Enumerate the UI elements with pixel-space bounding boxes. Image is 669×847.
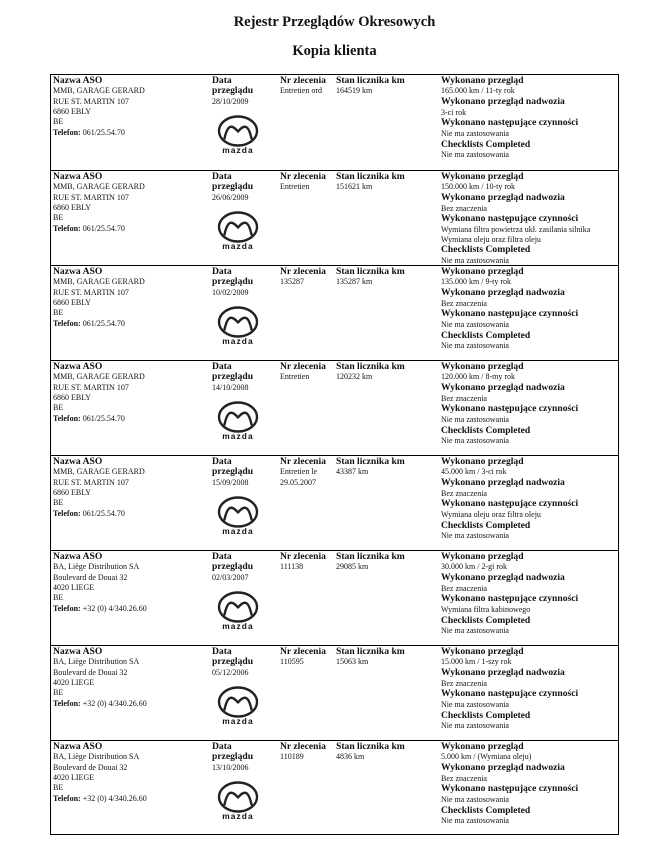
- order-number: [280, 76, 338, 97]
- order-number: [280, 647, 338, 668]
- order-number: [280, 457, 338, 488]
- dealer-info: [53, 742, 209, 804]
- body-inspection-heading: Wykonano przegląd nadwozia: [441, 96, 565, 108]
- inspection-value: 45.000 km / 3-ci rok: [441, 467, 507, 477]
- inspection-heading: Wykonano przegląd: [441, 75, 524, 86]
- odometer-heading: Stan licznika km: [336, 646, 405, 657]
- phone-label: Telefon:: [53, 699, 81, 709]
- service-date: [212, 362, 278, 393]
- date-heading-line1: Data: [212, 171, 232, 182]
- body-inspection-value: Bez znaczenia: [441, 298, 487, 308]
- actions-heading: Wykonano następujące czynności: [441, 688, 579, 700]
- dealer-line: 4020 LIEGE: [53, 677, 95, 687]
- phone-label: Telefon:: [53, 319, 81, 329]
- actions-heading: Wykonano następujące czynności: [441, 783, 579, 795]
- date-heading-line2: przeglądu: [212, 656, 254, 668]
- dealer-line: RUE ST. MARTIN 107: [53, 477, 129, 487]
- order-heading: Nr zlecenia: [280, 741, 326, 752]
- inspection-heading: Wykonano przegląd: [441, 266, 524, 277]
- order-value: 29.05.2007: [280, 477, 316, 487]
- dealer-line: MMB, GARAGE GERARD: [53, 86, 145, 96]
- work-performed: [441, 742, 619, 826]
- odometer-heading: Stan licznika km: [336, 551, 405, 562]
- odometer-heading: Stan licznika km: [336, 456, 405, 467]
- dealer-line: BE: [53, 403, 64, 413]
- body-inspection-heading: Wykonano przegląd nadwozia: [441, 287, 565, 299]
- odometer: [336, 172, 440, 193]
- order-value: Entretien: [280, 372, 310, 382]
- dealer-line: RUE ST. MARTIN 107: [53, 382, 129, 392]
- odometer: [336, 647, 440, 668]
- phone-number: 061/25.54.70: [82, 224, 125, 234]
- date-value: 05/12/2006: [212, 667, 249, 677]
- service-record: [51, 550, 618, 645]
- odometer-value: 15063 km: [336, 657, 369, 667]
- checklists-value: Nie ma zastosowania: [441, 816, 509, 826]
- dealer-line: BA, Liège Distribution SA: [53, 752, 140, 762]
- mazda-logo-icon: [216, 591, 260, 633]
- actions-heading: Wykonano następujące czynności: [441, 117, 579, 129]
- checklists-heading: Checklists Completed: [441, 329, 531, 341]
- work-performed: [441, 552, 619, 636]
- dealer-line: 6860 EBLY: [53, 297, 92, 307]
- order-heading: Nr zlecenia: [280, 456, 326, 467]
- phone-number: +32 (0) 4/340.26.60: [82, 794, 147, 804]
- odometer-heading: Stan licznika km: [336, 266, 405, 277]
- dealer-info: [53, 172, 209, 234]
- work-performed: [441, 647, 619, 731]
- work-performed: [441, 362, 619, 446]
- inspection-heading: Wykonano przegląd: [441, 741, 524, 752]
- odometer-value: 135287 km: [336, 277, 373, 287]
- order-heading: Nr zlecenia: [280, 171, 326, 182]
- dealer-line: BE: [53, 688, 64, 698]
- dealer-line: BA, Liège Distribution SA: [53, 657, 140, 667]
- body-inspection-value: Bez znaczenia: [441, 773, 487, 783]
- phone-label: Telefon:: [53, 224, 81, 234]
- order-number: [280, 267, 338, 288]
- action-item: Nie ma zastosowania: [441, 794, 509, 804]
- dealer-phone: [53, 224, 209, 234]
- brand-wordmark: mazda: [222, 145, 254, 155]
- order-heading: Nr zlecenia: [280, 266, 326, 277]
- brand-wordmark: mazda: [222, 241, 254, 251]
- odometer: [336, 362, 440, 383]
- brand-wordmark: mazda: [222, 811, 254, 821]
- date-heading-line2: przeglądu: [212, 276, 254, 288]
- dealer-line: Boulevard de Douai 32: [53, 572, 128, 582]
- order-heading: Nr zlecenia: [280, 551, 326, 562]
- work-performed: [441, 172, 619, 266]
- inspection-heading: Wykonano przegląd: [441, 551, 524, 562]
- checklists-heading: Checklists Completed: [441, 709, 531, 721]
- order-heading: Nr zlecenia: [280, 361, 326, 372]
- service-date: [212, 742, 278, 773]
- dealer-line: RUE ST. MARTIN 107: [53, 287, 129, 297]
- order-value: 110595: [280, 657, 304, 667]
- date-value: 26/06/2009: [212, 192, 249, 202]
- service-record: [51, 170, 618, 265]
- action-item: Nie ma zastosowania: [441, 319, 509, 329]
- date-heading-line1: Data: [212, 456, 232, 467]
- body-inspection-heading: Wykonano przegląd nadwozia: [441, 667, 565, 679]
- inspection-value: 165.000 km / 11-ty rok: [441, 86, 515, 96]
- dealer-line: 6860 EBLY: [53, 487, 92, 497]
- mazda-logo-icon: [216, 211, 260, 253]
- odometer-value: 29085 km: [336, 562, 369, 572]
- phone-number: +32 (0) 4/340.26.60: [82, 699, 147, 709]
- dealer-line: MMB, GARAGE GERARD: [53, 467, 145, 477]
- service-date: [212, 172, 278, 203]
- dealer-info: [53, 457, 209, 519]
- body-inspection-heading: Wykonano przegląd nadwozia: [441, 382, 565, 394]
- action-item: Nie ma zastosowania: [441, 414, 509, 424]
- dealer-phone: [53, 699, 209, 709]
- service-date: [212, 76, 278, 107]
- odometer: [336, 552, 440, 573]
- inspection-heading: Wykonano przegląd: [441, 646, 524, 657]
- odometer-value: 164519 km: [336, 86, 373, 96]
- dealer-line: RUE ST. MARTIN 107: [53, 192, 129, 202]
- dealer-line: MMB, GARAGE GERARD: [53, 182, 145, 192]
- dealer-phone: [53, 604, 209, 614]
- odometer-value: 151621 km: [336, 182, 373, 192]
- order-value: 110189: [280, 752, 304, 762]
- date-heading-line1: Data: [212, 361, 232, 372]
- odometer-heading: Stan licznika km: [336, 75, 405, 86]
- dealer-heading: Nazwa ASO: [53, 551, 103, 562]
- service-date: [212, 267, 278, 298]
- page-subtitle: Kopia klienta: [292, 43, 377, 59]
- dealer-info: [53, 647, 209, 709]
- date-heading-line2: przeglądu: [212, 181, 254, 193]
- dealer-heading: Nazwa ASO: [53, 75, 103, 86]
- dealer-heading: Nazwa ASO: [53, 646, 103, 657]
- odometer: [336, 457, 440, 478]
- odometer: [336, 742, 440, 763]
- order-value: 111138: [280, 562, 304, 572]
- order-heading: Nr zlecenia: [280, 646, 326, 657]
- inspection-value: 5.000 km / (Wymiana oleju): [441, 752, 532, 762]
- phone-number: 061/25.54.70: [82, 509, 125, 519]
- brand-wordmark: mazda: [222, 716, 254, 726]
- checklists-heading: Checklists Completed: [441, 519, 531, 531]
- date-heading-line2: przeglądu: [212, 561, 254, 573]
- actions-heading: Wykonano następujące czynności: [441, 593, 579, 605]
- mazda-logo-icon: [216, 781, 260, 823]
- inspection-value: 30.000 km / 2-gi rok: [441, 562, 507, 572]
- service-date: [212, 457, 278, 488]
- date-heading-line1: Data: [212, 741, 232, 752]
- order-value: Entretien ord: [280, 86, 322, 96]
- odometer-value: 120232 km: [336, 372, 373, 382]
- date-value: 15/09/2008: [212, 477, 249, 487]
- order-value: 135287: [280, 277, 304, 287]
- checklists-value: Nie ma zastosowania: [441, 721, 509, 731]
- checklists-value: Nie ma zastosowania: [441, 531, 509, 541]
- dealer-line: 6860 EBLY: [53, 392, 92, 402]
- inspection-heading: Wykonano przegląd: [441, 171, 524, 182]
- body-inspection-value: 3-ci rok: [441, 107, 467, 117]
- order-number: [280, 172, 338, 193]
- phone-label: Telefon:: [53, 794, 81, 804]
- order-number: [280, 742, 338, 763]
- body-inspection-heading: Wykonano przegląd nadwozia: [441, 192, 565, 204]
- body-inspection-value: Bez znaczenia: [441, 488, 487, 498]
- odometer-value: 43387 km: [336, 467, 369, 477]
- brand-wordmark: mazda: [222, 336, 254, 346]
- dealer-line: BA, Liège Distribution SA: [53, 562, 140, 572]
- service-record: [51, 740, 618, 835]
- checklists-value: Nie ma zastosowania: [441, 150, 509, 160]
- mazda-logo-icon: [216, 115, 260, 157]
- mazda-logo-icon: [216, 306, 260, 348]
- dealer-info: [53, 76, 209, 138]
- date-heading-line2: przeglądu: [212, 85, 254, 97]
- date-heading-line1: Data: [212, 646, 232, 657]
- dealer-line: MMB, GARAGE GERARD: [53, 277, 145, 287]
- checklists-value: Nie ma zastosowania: [441, 255, 509, 265]
- service-record: [51, 455, 618, 550]
- work-performed: [441, 457, 619, 541]
- phone-label: Telefon:: [53, 128, 81, 138]
- date-value: 13/10/2006: [212, 762, 249, 772]
- dealer-line: BE: [53, 783, 64, 793]
- body-inspection-heading: Wykonano przegląd nadwozia: [441, 572, 565, 584]
- dealer-line: Boulevard de Douai 32: [53, 667, 128, 677]
- action-item: Nie ma zastosowania: [441, 128, 509, 138]
- dealer-line: RUE ST. MARTIN 107: [53, 96, 129, 106]
- service-record: [51, 265, 618, 360]
- dealer-heading: Nazwa ASO: [53, 361, 103, 372]
- inspection-value: 135.000 km / 9-ty rok: [441, 277, 511, 287]
- dealer-line: BE: [53, 308, 64, 318]
- actions-heading: Wykonano następujące czynności: [441, 403, 579, 415]
- checklists-value: Nie ma zastosowania: [441, 626, 509, 636]
- action-item: Wymiana filtra kabinowego: [441, 604, 531, 614]
- checklists-value: Nie ma zastosowania: [441, 341, 509, 351]
- body-inspection-heading: Wykonano przegląd nadwozia: [441, 477, 565, 489]
- dealer-heading: Nazwa ASO: [53, 171, 103, 182]
- order-heading: Nr zlecenia: [280, 75, 326, 86]
- inspection-heading: Wykonano przegląd: [441, 456, 524, 467]
- dealer-phone: [53, 414, 209, 424]
- date-value: 14/10/2008: [212, 382, 249, 392]
- action-item: Wymiana filtra powietrza ukł. zasilania silnika: [441, 224, 591, 234]
- body-inspection-value: Bez znaczenia: [441, 678, 487, 688]
- inspection-value: 120.000 km / 8-my rok: [441, 372, 515, 382]
- dealer-line: 4020 LIEGE: [53, 772, 95, 782]
- dealer-phone: [53, 509, 209, 519]
- service-record: [51, 75, 618, 170]
- dealer-heading: Nazwa ASO: [53, 266, 103, 277]
- dealer-line: BE: [53, 498, 64, 508]
- odometer-heading: Stan licznika km: [336, 171, 405, 182]
- odometer-heading: Stan licznika km: [336, 741, 405, 752]
- brand-wordmark: mazda: [222, 431, 254, 441]
- phone-number: 061/25.54.70: [82, 319, 125, 329]
- brand-wordmark: mazda: [222, 621, 254, 631]
- action-item: Wymiana oleju oraz filtra oleju: [441, 509, 541, 519]
- dealer-line: BE: [53, 593, 64, 603]
- dealer-line: 6860 EBLY: [53, 202, 92, 212]
- work-performed: [441, 267, 619, 351]
- date-value: 28/10/2009: [212, 96, 249, 106]
- date-value: 10/02/2009: [212, 287, 249, 297]
- checklists-heading: Checklists Completed: [441, 138, 531, 150]
- inspection-value: 150.000 km / 10-ty rok: [441, 182, 515, 192]
- date-heading-line2: przeglądu: [212, 466, 254, 478]
- mazda-logo-icon: [216, 401, 260, 443]
- mazda-logo-icon: [216, 496, 260, 538]
- order-value: Entretien le: [280, 467, 318, 477]
- date-value: 02/03/2007: [212, 572, 249, 582]
- inspection-value: 15.000 km / 1-szy rok: [441, 657, 512, 667]
- checklists-value: Nie ma zastosowania: [441, 436, 509, 446]
- checklists-heading: Checklists Completed: [441, 614, 531, 626]
- phone-label: Telefon:: [53, 414, 81, 424]
- dealer-line: MMB, GARAGE GERARD: [53, 372, 145, 382]
- date-heading-line2: przeglądu: [212, 371, 254, 383]
- checklists-heading: Checklists Completed: [441, 424, 531, 436]
- order-number: [280, 552, 338, 573]
- order-value: Entretien: [280, 182, 310, 192]
- dealer-phone: [53, 794, 209, 804]
- brand-wordmark: mazda: [222, 526, 254, 536]
- phone-number: 061/25.54.70: [82, 414, 125, 424]
- dealer-heading: Nazwa ASO: [53, 456, 103, 467]
- service-records-table: [50, 74, 619, 835]
- dealer-line: BE: [53, 117, 64, 127]
- dealer-line: BE: [53, 213, 64, 223]
- odometer-heading: Stan licznika km: [336, 361, 405, 372]
- date-heading-line1: Data: [212, 266, 232, 277]
- dealer-info: [53, 552, 209, 614]
- service-record: [51, 645, 618, 740]
- phone-label: Telefon:: [53, 604, 81, 614]
- dealer-info: [53, 267, 209, 329]
- phone-number: 061/25.54.70: [82, 128, 125, 138]
- dealer-phone: [53, 319, 209, 329]
- odometer: [336, 76, 440, 97]
- dealer-info: [53, 362, 209, 424]
- dealer-heading: Nazwa ASO: [53, 741, 103, 752]
- service-date: [212, 552, 278, 583]
- date-heading-line2: przeglądu: [212, 751, 254, 763]
- date-heading-line1: Data: [212, 551, 232, 562]
- dealer-line: 4020 LIEGE: [53, 582, 95, 592]
- dealer-line: 6860 EBLY: [53, 106, 92, 116]
- mazda-logo-icon: [216, 686, 260, 728]
- body-inspection-heading: Wykonano przegląd nadwozia: [441, 762, 565, 774]
- page-title: Rejestr Przeglądów Okresowych: [233, 14, 436, 30]
- checklists-heading: Checklists Completed: [441, 244, 531, 256]
- body-inspection-value: Bez znaczenia: [441, 203, 487, 213]
- action-item: Nie ma zastosowania: [441, 699, 509, 709]
- service-record: [51, 360, 618, 455]
- action-item: Wymiana oleju oraz filtra oleju: [441, 234, 541, 244]
- date-heading-line1: Data: [212, 75, 232, 86]
- odometer-value: 4836 km: [336, 752, 365, 762]
- body-inspection-value: Bez znaczenia: [441, 583, 487, 593]
- dealer-phone: [53, 128, 209, 138]
- actions-heading: Wykonano następujące czynności: [441, 498, 579, 510]
- actions-heading: Wykonano następujące czynności: [441, 308, 579, 320]
- checklists-heading: Checklists Completed: [441, 804, 531, 816]
- order-number: [280, 362, 338, 383]
- odometer: [336, 267, 440, 288]
- work-performed: [441, 76, 619, 160]
- dealer-line: Boulevard de Douai 32: [53, 762, 128, 772]
- inspection-heading: Wykonano przegląd: [441, 361, 524, 372]
- phone-number: +32 (0) 4/340.26.60: [82, 604, 147, 614]
- body-inspection-value: Bez znaczenia: [441, 393, 487, 403]
- phone-label: Telefon:: [53, 509, 81, 519]
- service-date: [212, 647, 278, 678]
- actions-heading: Wykonano następujące czynności: [441, 213, 579, 225]
